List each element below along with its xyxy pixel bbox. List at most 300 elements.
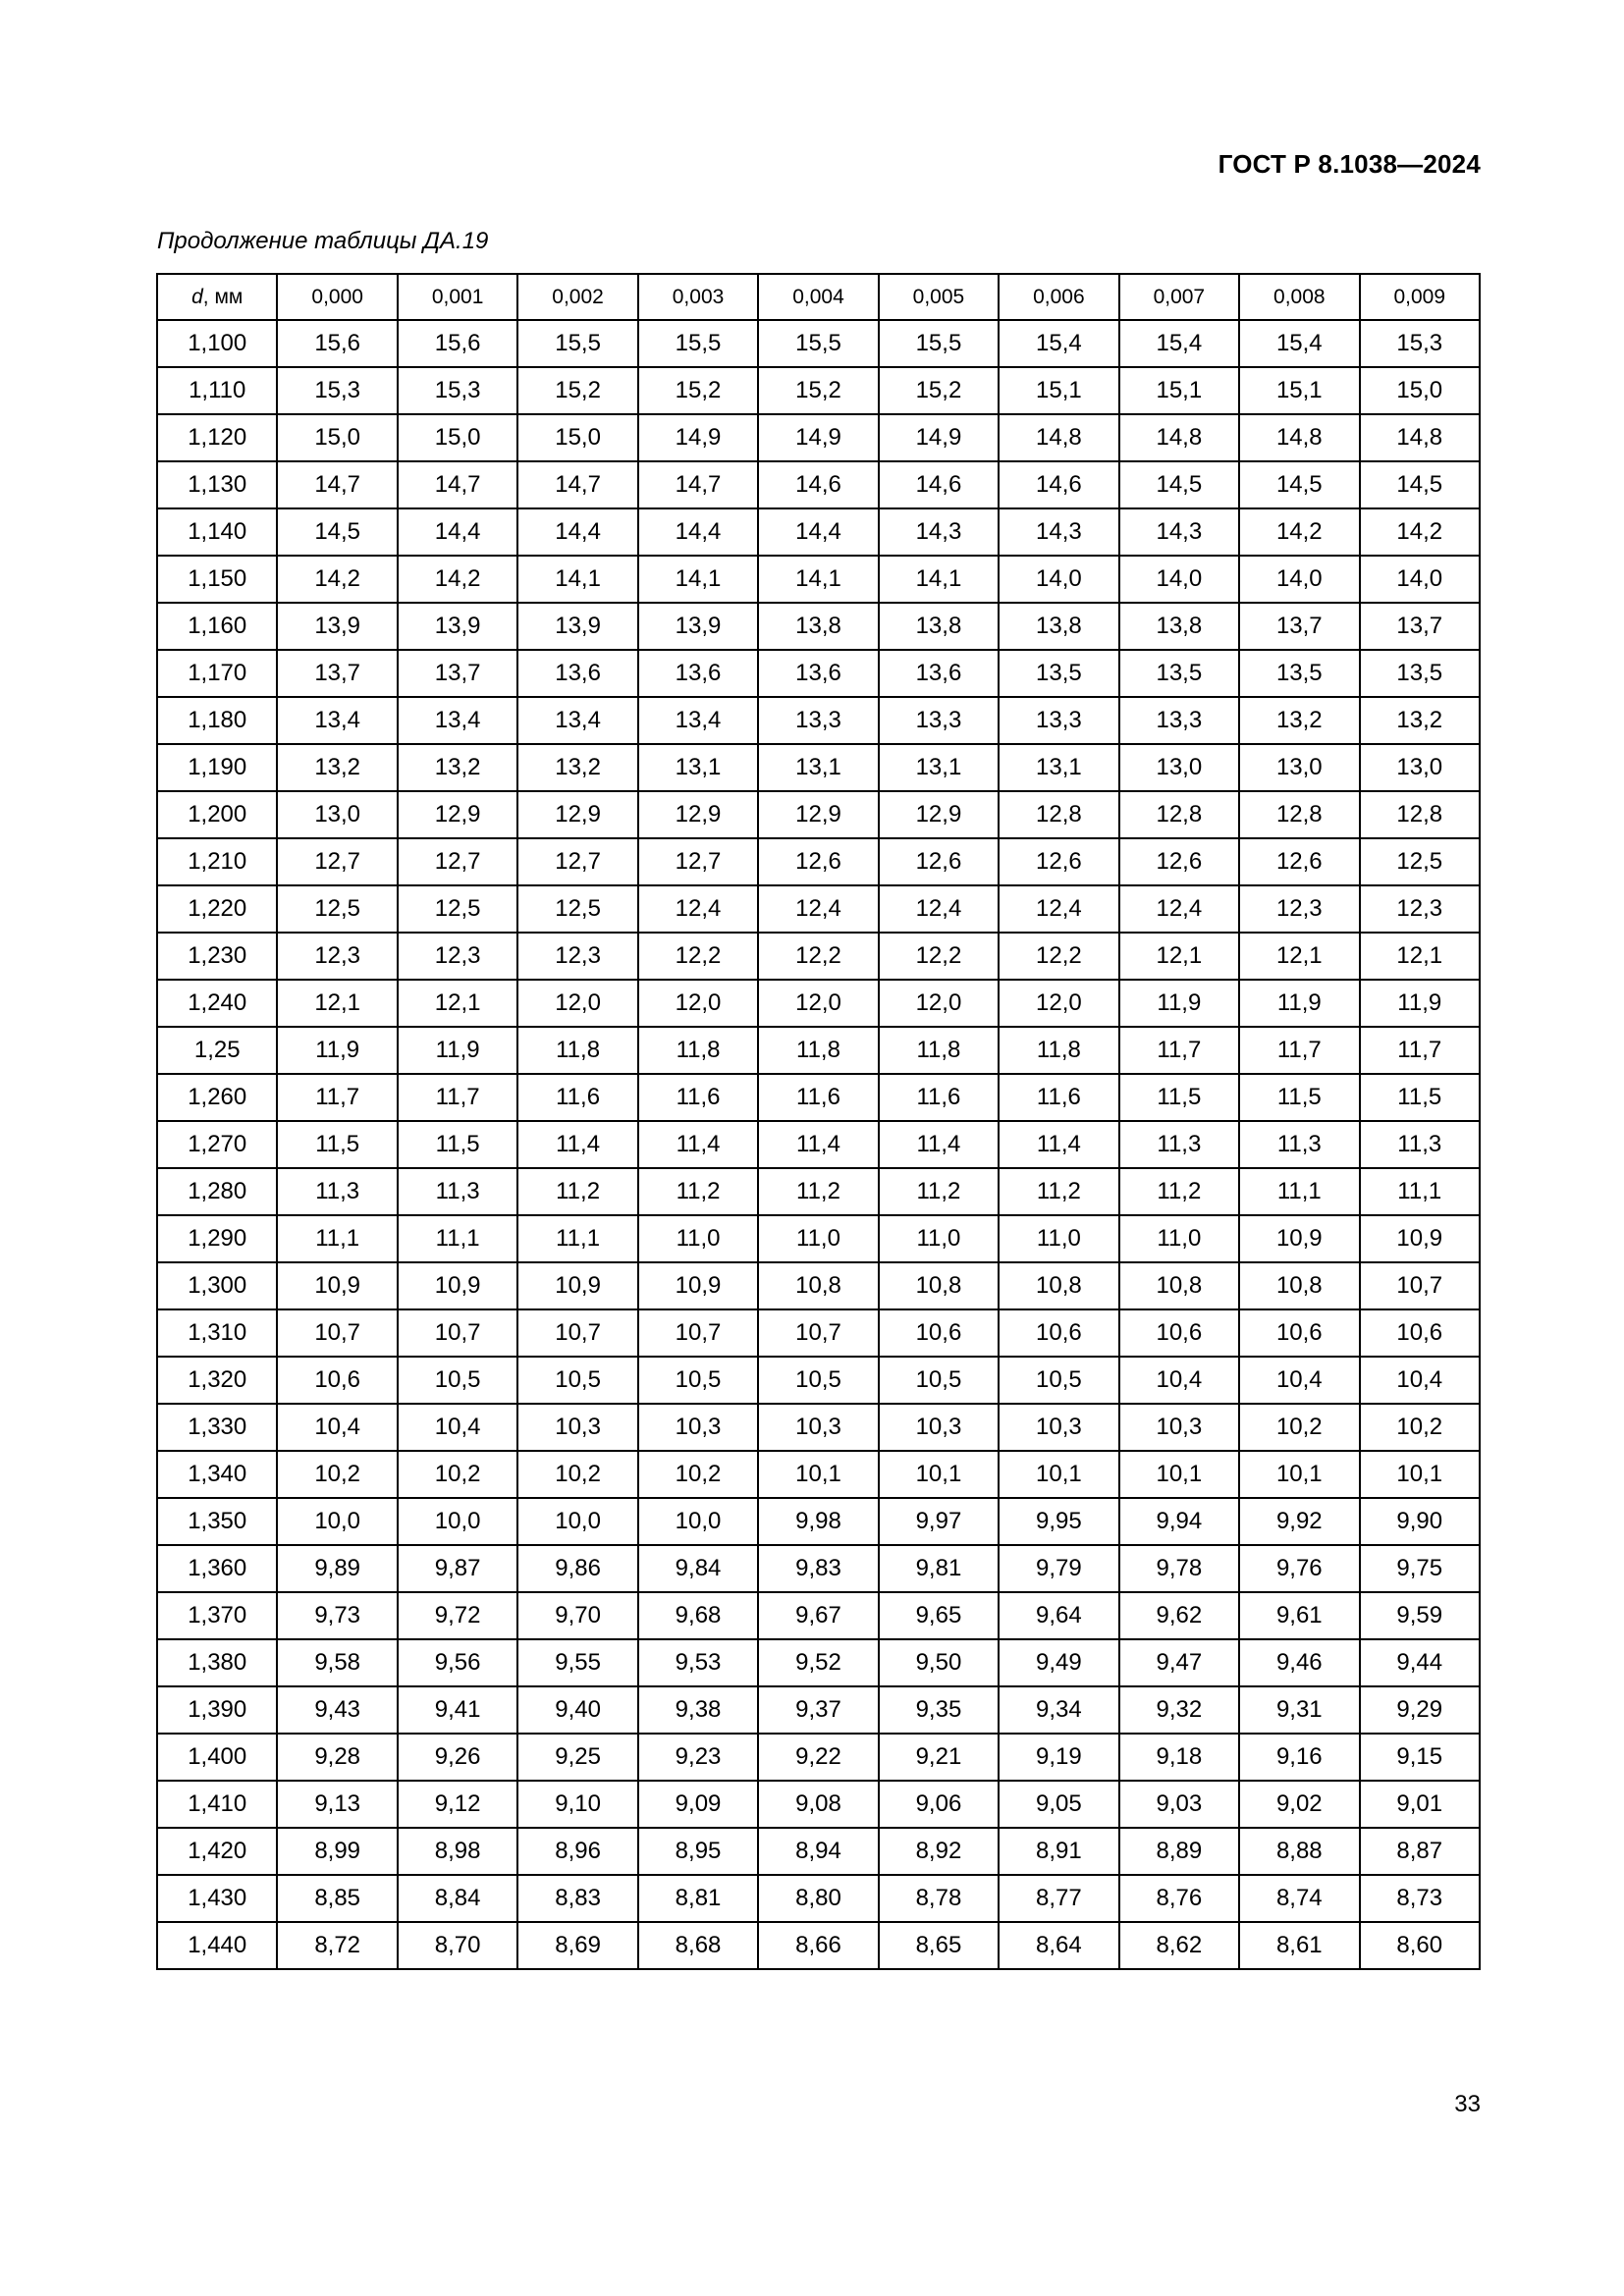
row-d-value: 1,140 [157, 508, 277, 556]
table-cell: 12,6 [879, 838, 999, 885]
table-cell: 11,5 [277, 1121, 397, 1168]
table-cell: 11,7 [398, 1074, 517, 1121]
table-cell: 12,6 [999, 838, 1118, 885]
table-cell: 12,2 [879, 933, 999, 980]
table-cell: 10,7 [1360, 1262, 1480, 1309]
table-cell: 10,7 [517, 1309, 637, 1357]
table-cell: 9,76 [1239, 1545, 1359, 1592]
table-cell: 12,9 [517, 791, 637, 838]
table-cell: 14,5 [277, 508, 397, 556]
row-d-value: 1,290 [157, 1215, 277, 1262]
table-cell: 14,0 [1119, 556, 1239, 603]
table-cell: 9,64 [999, 1592, 1118, 1639]
table-cell: 8,88 [1239, 1828, 1359, 1875]
table-cell: 12,1 [277, 980, 397, 1027]
table-cell: 9,49 [999, 1639, 1118, 1686]
table-cell: 12,5 [277, 885, 397, 933]
row-d-value: 1,300 [157, 1262, 277, 1309]
table-cell: 10,1 [1239, 1451, 1359, 1498]
table-cell: 15,2 [638, 367, 758, 414]
table-cell: 9,70 [517, 1592, 637, 1639]
row-d-value: 1,340 [157, 1451, 277, 1498]
table-cell: 12,8 [1239, 791, 1359, 838]
table-cell: 9,59 [1360, 1592, 1480, 1639]
table-cell: 9,68 [638, 1592, 758, 1639]
column-header: 0,006 [999, 274, 1118, 320]
table-cell: 9,55 [517, 1639, 637, 1686]
table-cell: 15,1 [999, 367, 1118, 414]
table-cell: 13,7 [277, 650, 397, 697]
table-cell: 13,1 [758, 744, 878, 791]
table-cell: 8,92 [879, 1828, 999, 1875]
table-cell: 8,95 [638, 1828, 758, 1875]
table-cell: 11,7 [1360, 1027, 1480, 1074]
table-row [157, 885, 1480, 933]
table-cell: 13,3 [758, 697, 878, 744]
table-cell: 11,3 [398, 1168, 517, 1215]
table-cell: 9,90 [1360, 1498, 1480, 1545]
table-row [157, 1639, 1480, 1686]
table-cell: 9,06 [879, 1781, 999, 1828]
table-cell: 13,7 [1239, 603, 1359, 650]
table-cell: 11,4 [758, 1121, 878, 1168]
table-cell: 11,9 [398, 1027, 517, 1074]
table-cell: 9,10 [517, 1781, 637, 1828]
table-cell: 10,6 [1119, 1309, 1239, 1357]
table-cell: 11,0 [999, 1215, 1118, 1262]
table-cell: 13,0 [277, 791, 397, 838]
table-cell: 9,50 [879, 1639, 999, 1686]
table-cell: 9,21 [879, 1734, 999, 1781]
table-cell: 11,5 [1119, 1074, 1239, 1121]
table-cell: 11,1 [277, 1215, 397, 1262]
table-cell: 11,9 [1239, 980, 1359, 1027]
table-cell: 14,3 [999, 508, 1118, 556]
table-cell: 9,37 [758, 1686, 878, 1734]
table-cell: 9,56 [398, 1639, 517, 1686]
table-cell: 10,8 [758, 1262, 878, 1309]
table-cell: 11,2 [999, 1168, 1118, 1215]
table-cell: 13,6 [638, 650, 758, 697]
table-cell: 11,8 [638, 1027, 758, 1074]
table-row [157, 508, 1480, 556]
table-cell: 10,5 [758, 1357, 878, 1404]
table-cell: 10,1 [758, 1451, 878, 1498]
table-cell: 13,4 [638, 697, 758, 744]
table-cell: 9,35 [879, 1686, 999, 1734]
table-cell: 10,7 [638, 1309, 758, 1357]
table-cell: 12,4 [999, 885, 1118, 933]
table-cell: 11,9 [277, 1027, 397, 1074]
table-row [157, 1357, 1480, 1404]
table-cell: 9,87 [398, 1545, 517, 1592]
table-cell: 11,8 [999, 1027, 1118, 1074]
table-row [157, 320, 1480, 367]
table-cell: 12,3 [277, 933, 397, 980]
table-cell: 10,6 [277, 1357, 397, 1404]
table-cell: 11,3 [277, 1168, 397, 1215]
table-cell: 11,0 [1119, 1215, 1239, 1262]
table-cell: 10,1 [999, 1451, 1118, 1498]
table-cell: 15,0 [277, 414, 397, 461]
table-cell: 9,47 [1119, 1639, 1239, 1686]
table-cell: 9,46 [1239, 1639, 1359, 1686]
table-cell: 12,3 [1239, 885, 1359, 933]
row-d-value: 1,200 [157, 791, 277, 838]
table-cell: 9,16 [1239, 1734, 1359, 1781]
table-cell: 13,0 [1360, 744, 1480, 791]
table-cell: 12,4 [638, 885, 758, 933]
table-cell: 12,1 [398, 980, 517, 1027]
table-cell: 13,4 [517, 697, 637, 744]
table-cell: 10,4 [1360, 1357, 1480, 1404]
table-cell: 12,9 [398, 791, 517, 838]
row-d-value: 1,350 [157, 1498, 277, 1545]
table-cell: 9,03 [1119, 1781, 1239, 1828]
table-cell: 10,9 [1360, 1215, 1480, 1262]
table-cell: 14,4 [517, 508, 637, 556]
table-cell: 11,2 [638, 1168, 758, 1215]
table-cell: 13,3 [999, 697, 1118, 744]
table-cell: 8,81 [638, 1875, 758, 1922]
table-cell: 9,18 [1119, 1734, 1239, 1781]
table-cell: 13,8 [758, 603, 878, 650]
table-cell: 8,78 [879, 1875, 999, 1922]
table-cell: 13,2 [517, 744, 637, 791]
table-cell: 12,3 [398, 933, 517, 980]
table-cell: 12,5 [517, 885, 637, 933]
table-cell: 11,7 [1119, 1027, 1239, 1074]
table-cell: 14,3 [879, 508, 999, 556]
table-cell: 8,70 [398, 1922, 517, 1969]
table-cell: 10,2 [1239, 1404, 1359, 1451]
row-d-value: 1,240 [157, 980, 277, 1027]
table-cell: 10,4 [1239, 1357, 1359, 1404]
table-row [157, 1545, 1480, 1592]
table-cell: 10,0 [517, 1498, 637, 1545]
row-d-value: 1,25 [157, 1027, 277, 1074]
table-cell: 13,6 [879, 650, 999, 697]
table-row [157, 650, 1480, 697]
table-cell: 13,2 [277, 744, 397, 791]
table-cell: 11,3 [1119, 1121, 1239, 1168]
table-cell: 9,19 [999, 1734, 1118, 1781]
table-cell: 12,9 [879, 791, 999, 838]
table-cell: 14,6 [758, 461, 878, 508]
table-cell: 9,05 [999, 1781, 1118, 1828]
row-d-value: 1,310 [157, 1309, 277, 1357]
table-cell: 9,29 [1360, 1686, 1480, 1734]
table-cell: 14,0 [1239, 556, 1359, 603]
table-cell: 13,1 [879, 744, 999, 791]
table-row [157, 1074, 1480, 1121]
table-cell: 12,0 [758, 980, 878, 1027]
table-cell: 14,7 [398, 461, 517, 508]
table-cell: 9,34 [999, 1686, 1118, 1734]
table-row [157, 1451, 1480, 1498]
table-cell: 11,3 [1239, 1121, 1359, 1168]
table-cell: 11,5 [1239, 1074, 1359, 1121]
row-d-value: 1,420 [157, 1828, 277, 1875]
table-cell: 15,5 [879, 320, 999, 367]
table-cell: 11,1 [517, 1215, 637, 1262]
table-cell: 13,4 [398, 697, 517, 744]
table-cell: 9,23 [638, 1734, 758, 1781]
table-row [157, 1121, 1480, 1168]
table-row [157, 697, 1480, 744]
row-d-value: 1,210 [157, 838, 277, 885]
table-cell: 12,6 [758, 838, 878, 885]
table-cell: 10,1 [1119, 1451, 1239, 1498]
table-cell: 9,83 [758, 1545, 878, 1592]
table-cell: 10,8 [879, 1262, 999, 1309]
table-cell: 9,31 [1239, 1686, 1359, 1734]
table-cell: 10,0 [277, 1498, 397, 1545]
table-cell: 9,95 [999, 1498, 1118, 1545]
table-cell: 10,9 [277, 1262, 397, 1309]
table-cell: 12,3 [1360, 885, 1480, 933]
row-d-value: 1,190 [157, 744, 277, 791]
table-cell: 10,5 [999, 1357, 1118, 1404]
table-row [157, 461, 1480, 508]
table-cell: 10,5 [638, 1357, 758, 1404]
table-cell: 10,0 [398, 1498, 517, 1545]
table-cell: 12,2 [999, 933, 1118, 980]
table-cell: 14,3 [1119, 508, 1239, 556]
row-d-value: 1,400 [157, 1734, 277, 1781]
table-cell: 11,4 [879, 1121, 999, 1168]
table-cell: 15,3 [277, 367, 397, 414]
table-cell: 12,3 [517, 933, 637, 980]
row-d-value: 1,230 [157, 933, 277, 980]
table-cell: 11,0 [758, 1215, 878, 1262]
table-cell: 14,8 [1239, 414, 1359, 461]
table-cell: 12,9 [758, 791, 878, 838]
table-cell: 10,6 [879, 1309, 999, 1357]
column-header: 0,003 [638, 274, 758, 320]
table-row [157, 744, 1480, 791]
table-cell: 14,0 [1360, 556, 1480, 603]
table-row [157, 1686, 1480, 1734]
table-cell: 14,7 [277, 461, 397, 508]
table-row [157, 1168, 1480, 1215]
table-cell: 15,3 [1360, 320, 1480, 367]
table-cell: 15,1 [1239, 367, 1359, 414]
table-cell: 15,5 [638, 320, 758, 367]
table-cell: 13,9 [517, 603, 637, 650]
table-row [157, 1875, 1480, 1922]
table-cell: 14,5 [1239, 461, 1359, 508]
table-cell: 14,9 [638, 414, 758, 461]
table-cell: 13,0 [1119, 744, 1239, 791]
table-cell: 11,1 [398, 1215, 517, 1262]
table-cell: 12,7 [277, 838, 397, 885]
table-cell: 11,7 [277, 1074, 397, 1121]
table-cell: 14,1 [879, 556, 999, 603]
table-cell: 14,0 [999, 556, 1118, 603]
table-cell: 12,9 [638, 791, 758, 838]
table-cell: 14,4 [758, 508, 878, 556]
table-cell: 12,0 [999, 980, 1118, 1027]
table-cell: 9,78 [1119, 1545, 1239, 1592]
table-cell: 10,9 [517, 1262, 637, 1309]
table-row [157, 556, 1480, 603]
table-cell: 10,7 [277, 1309, 397, 1357]
d-symbol: d [191, 285, 203, 308]
table-cell: 15,0 [1360, 367, 1480, 414]
table-cell: 13,5 [1119, 650, 1239, 697]
table-cell: 14,6 [879, 461, 999, 508]
table-row [157, 1309, 1480, 1357]
table-cell: 8,68 [638, 1922, 758, 1969]
table-cell: 15,3 [398, 367, 517, 414]
table-cell: 12,8 [999, 791, 1118, 838]
column-header: 0,002 [517, 274, 637, 320]
row-d-value: 1,280 [157, 1168, 277, 1215]
table-cell: 9,53 [638, 1639, 758, 1686]
table-row [157, 414, 1480, 461]
table-cell: 8,61 [1239, 1922, 1359, 1969]
table-cell: 8,60 [1360, 1922, 1480, 1969]
table-cell: 8,94 [758, 1828, 878, 1875]
table-cell: 9,94 [1119, 1498, 1239, 1545]
table-cell: 9,44 [1360, 1639, 1480, 1686]
table-cell: 9,09 [638, 1781, 758, 1828]
table-row [157, 1027, 1480, 1074]
table-cell: 14,1 [638, 556, 758, 603]
table-cell: 9,97 [879, 1498, 999, 1545]
table-cell: 9,25 [517, 1734, 637, 1781]
table-cell: 10,4 [1119, 1357, 1239, 1404]
table-cell: 11,3 [1360, 1121, 1480, 1168]
table-cell: 9,15 [1360, 1734, 1480, 1781]
table-cell: 15,6 [398, 320, 517, 367]
table-cell: 13,7 [398, 650, 517, 697]
table-cell: 9,81 [879, 1545, 999, 1592]
table-cell: 13,9 [277, 603, 397, 650]
table-cell: 15,5 [758, 320, 878, 367]
table-cell: 15,1 [1119, 367, 1239, 414]
table-cell: 11,5 [398, 1121, 517, 1168]
table-cell: 12,2 [758, 933, 878, 980]
table-cell: 10,4 [277, 1404, 397, 1451]
table-cell: 9,67 [758, 1592, 878, 1639]
table-cell: 13,7 [1360, 603, 1480, 650]
table-cell: 9,73 [277, 1592, 397, 1639]
table-cell: 14,5 [1119, 461, 1239, 508]
table-row [157, 1404, 1480, 1451]
table-cell: 14,1 [758, 556, 878, 603]
table-cell: 14,7 [638, 461, 758, 508]
table-cell: 10,0 [638, 1498, 758, 1545]
table-cell: 10,3 [758, 1404, 878, 1451]
table-cell: 14,7 [517, 461, 637, 508]
table-cell: 11,0 [879, 1215, 999, 1262]
table-cell: 11,4 [638, 1121, 758, 1168]
table-cell: 12,7 [517, 838, 637, 885]
table-cell: 9,08 [758, 1781, 878, 1828]
table-cell: 12,4 [1119, 885, 1239, 933]
table-body [157, 320, 1480, 1969]
table-cell: 10,7 [398, 1309, 517, 1357]
table-cell: 10,2 [517, 1451, 637, 1498]
table-cell: 10,8 [1239, 1262, 1359, 1309]
table-cell: 11,1 [1360, 1168, 1480, 1215]
row-d-value: 1,380 [157, 1639, 277, 1686]
table-cell: 11,0 [638, 1215, 758, 1262]
row-d-value: 1,160 [157, 603, 277, 650]
table-cell: 9,01 [1360, 1781, 1480, 1828]
table-cell: 8,77 [999, 1875, 1118, 1922]
table-cell: 11,9 [1360, 980, 1480, 1027]
d-unit: , мм [202, 285, 244, 308]
table-cell: 13,2 [398, 744, 517, 791]
table-cell: 15,4 [1119, 320, 1239, 367]
table-cell: 15,4 [1239, 320, 1359, 367]
table-row [157, 1215, 1480, 1262]
table-cell: 10,4 [398, 1404, 517, 1451]
table-cell: 9,02 [1239, 1781, 1359, 1828]
table-cell: 13,5 [1360, 650, 1480, 697]
table-cell: 12,2 [638, 933, 758, 980]
table-cell: 9,52 [758, 1639, 878, 1686]
table-cell: 12,8 [1360, 791, 1480, 838]
table-row [157, 1781, 1480, 1828]
table-cell: 10,5 [517, 1357, 637, 1404]
table-cell: 13,8 [999, 603, 1118, 650]
table-cell: 8,62 [1119, 1922, 1239, 1969]
table-cell: 12,0 [517, 980, 637, 1027]
table-cell: 15,0 [517, 414, 637, 461]
table-cell: 9,86 [517, 1545, 637, 1592]
table-row [157, 1498, 1480, 1545]
table-cell: 11,4 [999, 1121, 1118, 1168]
table-cell: 8,72 [277, 1922, 397, 1969]
table-cell: 10,7 [758, 1309, 878, 1357]
table-cell: 8,98 [398, 1828, 517, 1875]
document-code: ГОСТ Р 8.1038—2024 [1218, 149, 1481, 179]
table-cell: 9,58 [277, 1639, 397, 1686]
table-cell: 13,6 [517, 650, 637, 697]
table-cell: 11,9 [1119, 980, 1239, 1027]
table-cell: 10,2 [1360, 1404, 1480, 1451]
table-cell: 11,2 [879, 1168, 999, 1215]
table-cell: 9,62 [1119, 1592, 1239, 1639]
table-cell: 9,43 [277, 1686, 397, 1734]
table-cell: 11,6 [517, 1074, 637, 1121]
table-cell: 14,1 [517, 556, 637, 603]
row-d-value: 1,270 [157, 1121, 277, 1168]
row-d-value: 1,180 [157, 697, 277, 744]
table-cell: 12,8 [1119, 791, 1239, 838]
row-d-value: 1,130 [157, 461, 277, 508]
row-d-value: 1,360 [157, 1545, 277, 1592]
table-cell: 8,87 [1360, 1828, 1480, 1875]
column-header: 0,004 [758, 274, 878, 320]
table-row [157, 1922, 1480, 1969]
table-cell: 14,2 [1360, 508, 1480, 556]
table-cell: 9,41 [398, 1686, 517, 1734]
table-header [157, 274, 1480, 320]
table-cell: 9,61 [1239, 1592, 1359, 1639]
table-cell: 11,2 [517, 1168, 637, 1215]
table-row [157, 791, 1480, 838]
table-cell: 15,6 [277, 320, 397, 367]
table-cell: 12,4 [879, 885, 999, 933]
row-d-value: 1,440 [157, 1922, 277, 1969]
table-cell: 14,9 [879, 414, 999, 461]
table-cell: 9,98 [758, 1498, 878, 1545]
